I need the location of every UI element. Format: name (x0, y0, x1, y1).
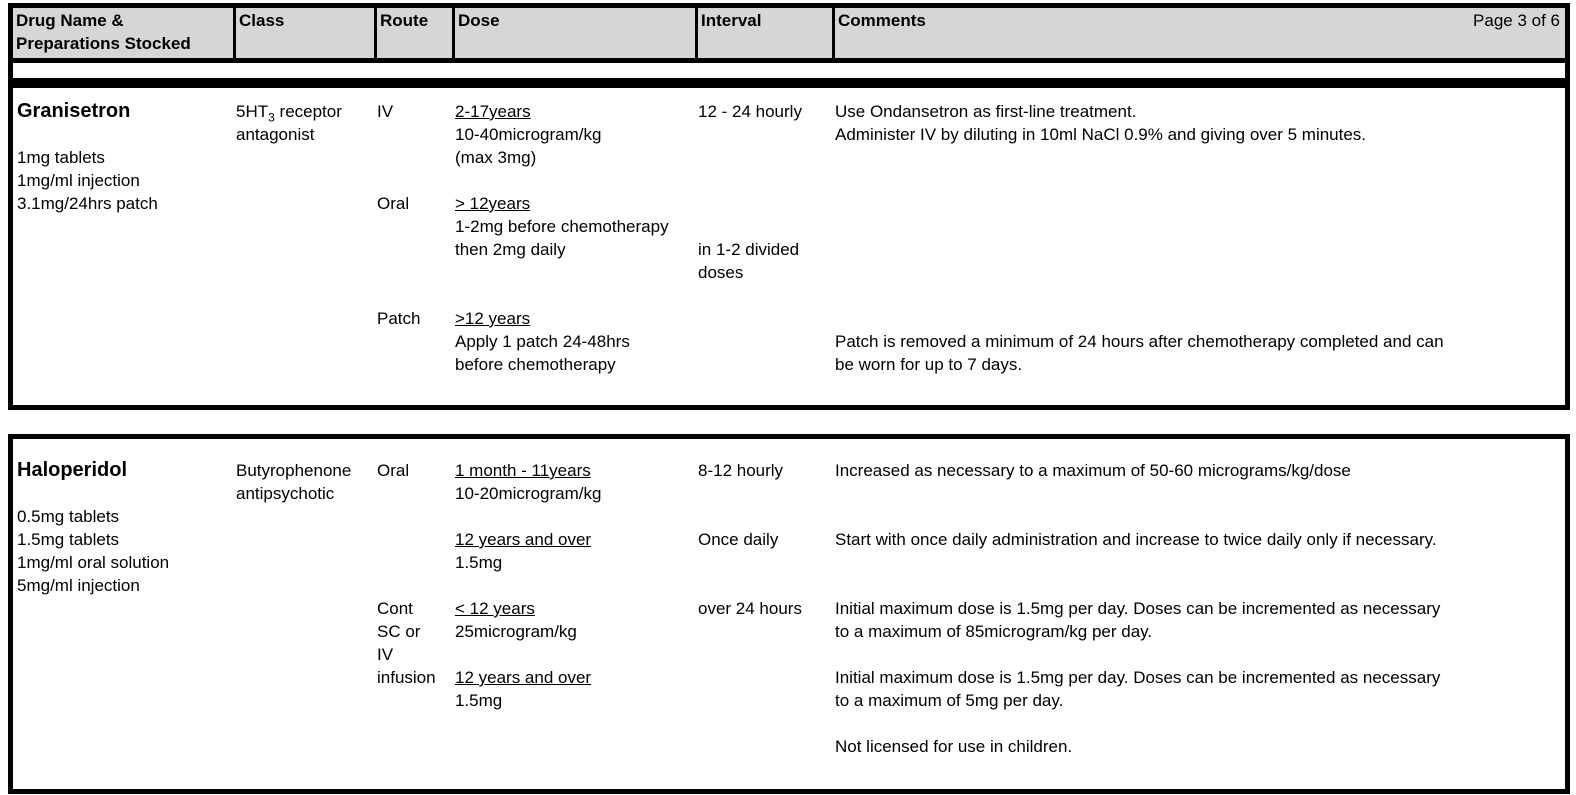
route-label: Oral (377, 194, 410, 213)
header-col-class: Class (236, 8, 377, 58)
drug-class-line: antagonist (236, 125, 315, 144)
dose-line: then 2mg daily (455, 240, 566, 259)
dose-age-heading: > 12years (455, 194, 531, 213)
drug-class-line: $5HT_3$ receptor (236, 102, 342, 125)
column-comments (835, 459, 1565, 758)
comment-line: be worn for up to 7 days. (835, 355, 1023, 374)
column-route (377, 100, 455, 376)
interval-label: Once daily (698, 530, 779, 549)
drug-class-line: antipsychotic (236, 484, 335, 503)
header-col-dose: Dose (455, 8, 698, 58)
interval-label: 12 - 24 hourly (698, 102, 802, 121)
header-spacer-row (13, 63, 1565, 78)
column-drug-name (13, 100, 236, 376)
interval-label: doses (698, 263, 744, 282)
dose-line: Apply 1 patch 24-48hrs (455, 332, 630, 351)
dose-line: 25microgram/kg (455, 622, 577, 641)
route-label-line: IV (377, 645, 394, 664)
dose-age-heading: 12 years and over (455, 530, 592, 549)
header-comments-label: Comments (838, 11, 926, 30)
header-drug-line1: Drug Name & (16, 11, 124, 30)
dose-age-heading: >12 years (455, 309, 531, 328)
dose-line: 1-2mg before chemotherapy (455, 217, 669, 236)
drug-name: Haloperidol (17, 459, 128, 481)
preparation-line: 0.5mg tablets (17, 507, 120, 526)
header-col-comments (835, 8, 1565, 58)
column-interval (698, 459, 835, 758)
column-dose (455, 459, 698, 758)
preparation-line: 3.1mg/24hrs patch (17, 194, 158, 213)
column-class (236, 100, 377, 376)
dose-line: 1.5mg (455, 691, 503, 710)
preparation-line: 1mg/ml oral solution (17, 553, 170, 572)
dose-line: 1.5mg (455, 553, 503, 572)
preparation-line: 1.5mg tablets (17, 530, 120, 549)
header-col-interval: Interval (698, 8, 835, 58)
comment-line: Use Ondansetron as first-line treatment. (835, 102, 1137, 121)
dose-line: 10-40microgram/kg (455, 125, 602, 144)
header-col-drug-name (13, 8, 236, 58)
route-label: Oral (377, 461, 410, 480)
route-label-line: infusion (377, 668, 436, 687)
route-label: Patch (377, 309, 421, 328)
dose-age-heading: 2-17years (455, 102, 531, 121)
dose-age-heading: 12 years and over (455, 668, 592, 687)
route-label: IV (377, 102, 394, 121)
comment-line: to a maximum of 5mg per day. (835, 691, 1064, 710)
comment-line: Not licensed for use in children. (835, 737, 1073, 756)
drug-class-line: Butyrophenone (236, 461, 352, 480)
header-row (13, 8, 1565, 63)
comment-line: Patch is removed a minimum of 24 hours after chemotherapy completed and can (835, 332, 1444, 351)
column-route (377, 459, 455, 758)
page-number: Page 3 of 6 (1473, 11, 1560, 30)
preparation-line: 5mg/ml injection (17, 576, 140, 595)
route-label-line: SC or (377, 622, 421, 641)
comment-line: to a maximum of 85microgram/kg per day. (835, 622, 1153, 641)
interval-label: over 24 hours (698, 599, 802, 618)
subscript: 3 (268, 110, 275, 125)
preparation-line: 1mg/ml injection (17, 171, 140, 190)
column-class (236, 459, 377, 758)
formulary-table-header (8, 3, 1570, 83)
column-interval (698, 100, 835, 376)
drug-section-haloperidol (8, 434, 1570, 794)
preparation-line: 1mg tablets (17, 148, 105, 167)
interval-label: 8-12 hourly (698, 461, 784, 480)
dose-line: (max 3mg) (455, 148, 537, 167)
drug-section-granisetron (8, 83, 1570, 410)
dose-line: 10-20microgram/kg (455, 484, 602, 503)
comment-line: Start with once daily administration and increase to twice daily only if necessary. (835, 530, 1437, 549)
route-label-line: Cont (377, 599, 413, 618)
dose-age-heading: < 12 years (455, 599, 535, 618)
column-drug-name (13, 459, 236, 758)
comment-line: Increased as necessary to a maximum of 50-60 micrograms/kg/dose (835, 461, 1351, 480)
dose-age-heading: 1 month - 11years (455, 461, 591, 480)
comment-line: Initial maximum dose is 1.5mg per day. Doses can be incremented as necessary (835, 668, 1441, 687)
header-drug-line2: Preparations Stocked (16, 34, 191, 53)
column-dose (455, 100, 698, 376)
header-col-route: Route (377, 8, 455, 58)
comment-line: Initial maximum dose is 1.5mg per day. Doses can be incremented as necessary (835, 599, 1441, 618)
drug-name: Granisetron (17, 100, 131, 122)
comment-line: Administer IV by diluting in 10ml NaCl 0.9% and giving over 5 minutes. (835, 125, 1367, 144)
dose-line: before chemotherapy (455, 355, 616, 374)
column-comments (835, 100, 1565, 376)
interval-label: in 1-2 divided (698, 240, 800, 259)
